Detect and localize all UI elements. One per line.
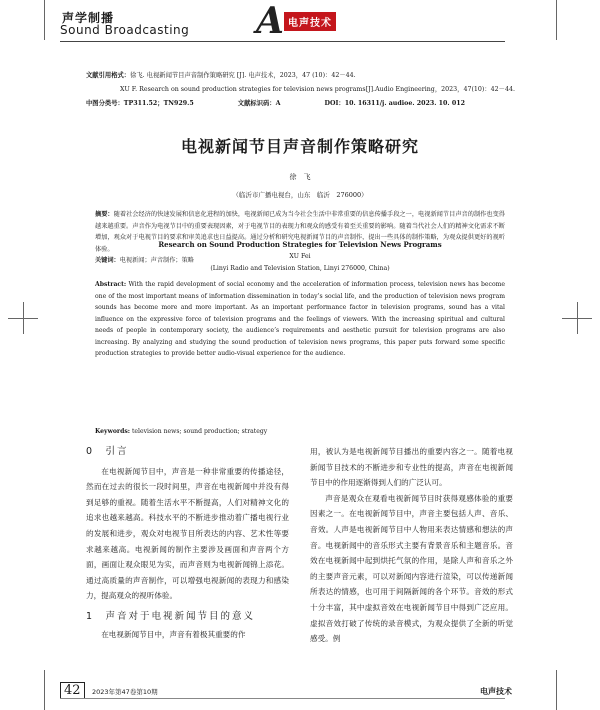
article-title-en: Research on Sound Production Strategies for Television News Programs [158, 240, 442, 249]
crop-mark [556, 670, 557, 710]
section-title-cn: 声学制播 [62, 11, 115, 25]
section-1-paragraph: 在电视新闻节目中，声音有着极其重要的作 [101, 629, 246, 639]
crop-mark [44, 670, 45, 710]
affiliation-en: (Linyi Radio and Television Station, Linyi 276000, China) [210, 265, 390, 272]
affiliation-cn: （临沂市广播电视台，山东 临沂 276000） [232, 191, 368, 199]
journal-logo-letter: A [256, 0, 284, 42]
crop-mark [44, 0, 45, 40]
abstract-label-cn: 摘要： [95, 211, 114, 218]
citation-cn [86, 71, 356, 80]
clc-label: 中图分类号： [86, 100, 124, 107]
author-cn: 徐 飞 [289, 173, 311, 181]
header-rule [60, 41, 505, 42]
body-right-column [310, 444, 513, 647]
author-en: XU Fei [289, 253, 311, 260]
article-title-cn: 电视新闻节目声音制作策略研究 [180, 137, 419, 156]
keywords-en: television news; sound production; strategy [131, 428, 268, 435]
footer-brand: 电声技术 [480, 687, 512, 696]
abstract-label-en: Abstract: [95, 281, 127, 288]
crop-mark [577, 302, 578, 334]
doc-code-label: 文献标识码： [237, 100, 276, 107]
abstract-text-cn: 随着社会经济的快速发展和信息化进程的加快，电视新闻已成为当今社会生活中非常重要的信息传播手段之一，电视新闻节目声音的制作也变得越来越重要。声音作为电视节目中的重要表现因素，对于电视节目的表现力和观众的感受有着至关重要的影响。随着当代社会人们的精神文化需求不断增加，观众对于电视节目的要求和审美追求也日益提高。通过分析和研究电视新闻节目的声音制作，提出一些具体的制作策略，为观众提供更好的视听体验。 [95, 211, 505, 253]
right-paragraph-2: 声音是观众在观看电视新闻节目时获得观感体验的重要因素之一。在电视新闻节目中，声音主要包括人声、音乐、音效。人声是电视新闻节目中人物用来表达情感和想法的声音。电视新闻中的音乐形式主要有背景音乐和主题音乐。音效在电视新闻中起到烘托气氛的作用，是除人声和音乐之外的主要声音元素，可以对新闻内容进行渲染，可以传递新闻所表达的情感，也可用于间隔新闻的各个环节。音效的形式十分丰富，其中虚拟音效在电视新闻节目中得到广泛应用。虚拟音效打破了传统的录音模式，为观众提供了全新的听觉感受。例 [310, 493, 513, 644]
footer-rule [60, 698, 505, 699]
issue-info: 2023年第47卷第10期 [92, 688, 158, 696]
citation-label: 文献引用格式： [86, 72, 131, 79]
keywords-cn: 电视新闻；声音制作；策略 [119, 257, 194, 264]
doi-label: DOI： [324, 100, 345, 107]
doc-code-value: A [275, 100, 281, 107]
classification-line [86, 99, 465, 108]
citation-text-cn: 徐飞. 电视新闻节目声音制作策略研究 [J]. 电声技术，2023，47 (10)：42－44. [130, 72, 356, 79]
crop-mark [556, 0, 557, 40]
section-0-heading: 0 引言 [86, 446, 129, 457]
citation-en: XU F. Research on sound production strategies for television news programs[J].Audio Engineering，2023，47(10)：42－44. [120, 86, 515, 93]
page-number: 42 [60, 682, 85, 699]
doi-value: 10. 16311/j. audioe. 2023. 10. 012 [344, 100, 465, 107]
keywords-label-en: Keywords: [95, 428, 131, 435]
journal-logo-text: 电声技术 [284, 12, 336, 31]
section-0-paragraph: 在电视新闻节目中，声音是一种非常重要的传播途径，然而在过去的很长一段时间里，声音在电视新闻中并没有得到足够的重视。随着生活水平不断提高，人们对精神文化的追求也越来越高。科技水平的不断进步推动着广播电视行业的发展和进步，观众对电视节目所表达的内容、艺术性等要求越来越高。电视新闻的制作主要涉及画面和声音两个方面，画面让观众眼见为实，而声音则为电视新闻锦上添花。通过高质量的声音制作，可以增强电视新闻的表现力和感染力，提高观众的视听体验。 [86, 466, 289, 601]
abstract-text-en: With the rapid development of social economy and the acceleration of information process, television news has become one of the most important means of information dissemination in today’s social life, and the production of television news program sounds has become more and more important. As an important performance factor in television programs, sound has a vital influence on the expressive force of television programs and the feelings of viewers. With the increasing spiritual and cultural needs of people in contemporary society, the audience’s requirements and aesthetic pursuit for television programs are also increasing. By analyzing and studying the sound production of television news programs, this paper puts forward some specific production strategies to provide better audio-visual experience for the audience. [95, 281, 505, 357]
clc-value: TP311.52；TN929.5 [123, 100, 194, 107]
right-paragraph-continued: 用，被认为是电视新闻节目播出的重要内容之一。随着电视新闻节目技术的不断进步和专业性的提高，声音在电视新闻节目中的作用逐渐得到人们的广泛认可。 [310, 447, 513, 488]
keywords-label-cn: 关键词： [95, 257, 120, 264]
abstract-en [95, 279, 505, 360]
keywords-en-line [95, 428, 267, 435]
section-1-heading: 1 声音对于电视新闻节目的意义 [86, 610, 256, 622]
section-title-en: Sound Broadcasting [60, 23, 190, 37]
body-left-column [86, 444, 289, 642]
crop-mark [23, 302, 24, 334]
